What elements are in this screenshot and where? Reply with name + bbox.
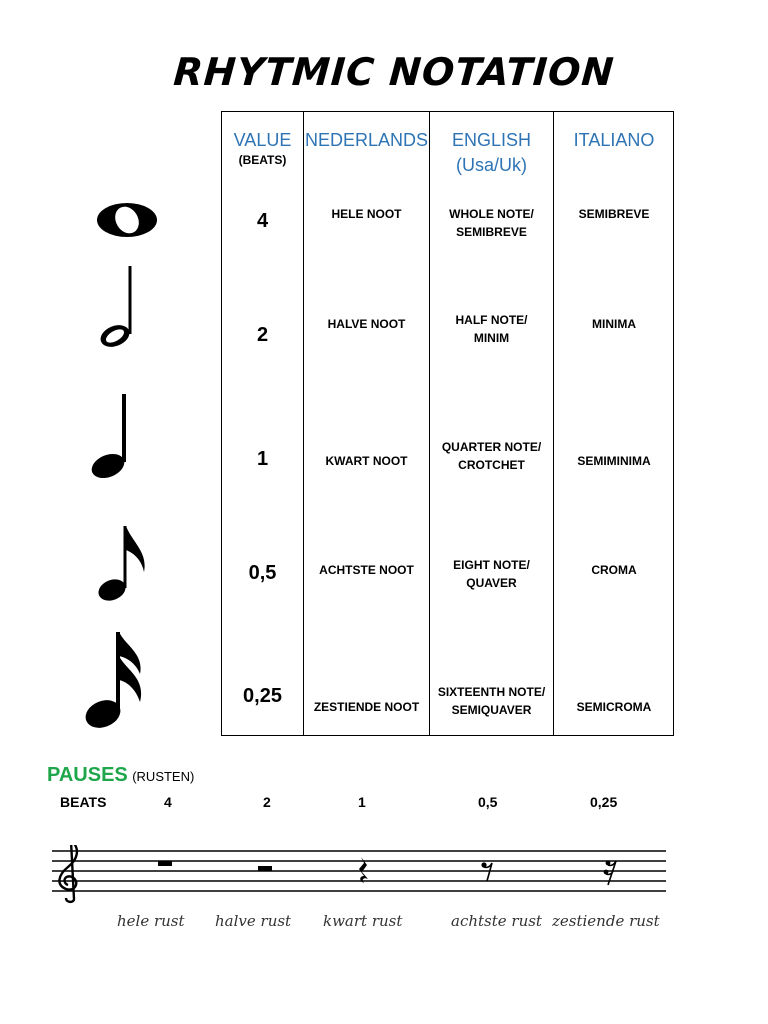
rest-name: hele rust bbox=[117, 912, 185, 930]
row-english: WHOLE NOTE/ SEMIBREVE bbox=[449, 207, 534, 239]
header-english: ENGLISH (Usa/Uk) bbox=[451, 130, 532, 175]
pauses-heading: PAUSES (RUSTEN) bbox=[47, 764, 195, 786]
rest-name: kwart rust bbox=[323, 912, 403, 930]
beats-label: BEATS bbox=[60, 794, 107, 810]
half-rest-icon bbox=[258, 866, 272, 871]
page-title: RHYTMIC NOTATION bbox=[172, 50, 616, 94]
row-italiano: SEMICROMA bbox=[576, 700, 652, 714]
row-nederlands: KWART NOOT bbox=[325, 454, 408, 468]
row-nederlands: HALVE NOOT bbox=[327, 317, 406, 331]
sixteenth-note-icon bbox=[84, 630, 150, 732]
rest-name: halve rust bbox=[215, 912, 292, 930]
beat-value: 0,5 bbox=[478, 794, 498, 810]
header-value: VALUE (BEATS) bbox=[233, 130, 292, 167]
quarter-note-icon bbox=[90, 392, 140, 482]
beat-value: 0,25 bbox=[590, 794, 618, 810]
row-value: 4 bbox=[256, 210, 269, 232]
header-italiano: ITALIANO bbox=[573, 130, 655, 150]
row-value: 0,5 bbox=[248, 562, 277, 584]
row-italiano: SEMIBREVE bbox=[578, 207, 650, 221]
rest-name: achtste rust bbox=[451, 912, 542, 930]
whole-note-icon bbox=[95, 198, 159, 242]
row-value: 0,25 bbox=[243, 685, 282, 707]
row-english: HALF NOTE/ MINIM bbox=[455, 313, 528, 345]
header-nederlands: NEDERLANDS bbox=[304, 130, 429, 150]
notation-table bbox=[221, 111, 674, 736]
row-english: QUARTER NOTE/ CROTCHET bbox=[441, 440, 542, 472]
row-nederlands: ZESTIENDE NOOT bbox=[313, 700, 420, 714]
row-nederlands: HELE NOOT bbox=[331, 207, 402, 221]
row-value: 1 bbox=[256, 448, 269, 470]
beat-value: 2 bbox=[263, 794, 271, 810]
row-english: EIGHT NOTE/ QUAVER bbox=[453, 558, 530, 590]
row-italiano: MINIMA bbox=[592, 317, 636, 331]
row-italiano: SEMIMINIMA bbox=[577, 454, 651, 468]
row-english: SIXTEENTH NOTE/ SEMIQUAVER bbox=[437, 685, 546, 717]
row-nederlands: ACHTSTE NOOT bbox=[319, 563, 414, 577]
beat-value: 1 bbox=[358, 794, 366, 810]
rest-staff bbox=[50, 845, 670, 905]
whole-rest-icon bbox=[158, 861, 172, 866]
row-value: 2 bbox=[256, 324, 269, 346]
row-italiano: CROMA bbox=[591, 563, 637, 577]
treble-clef-icon bbox=[59, 845, 77, 902]
beat-value: 4 bbox=[164, 794, 172, 810]
half-note-icon bbox=[96, 262, 156, 352]
eighth-note-icon bbox=[96, 520, 156, 606]
rest-name: zestiende rust bbox=[552, 912, 660, 930]
